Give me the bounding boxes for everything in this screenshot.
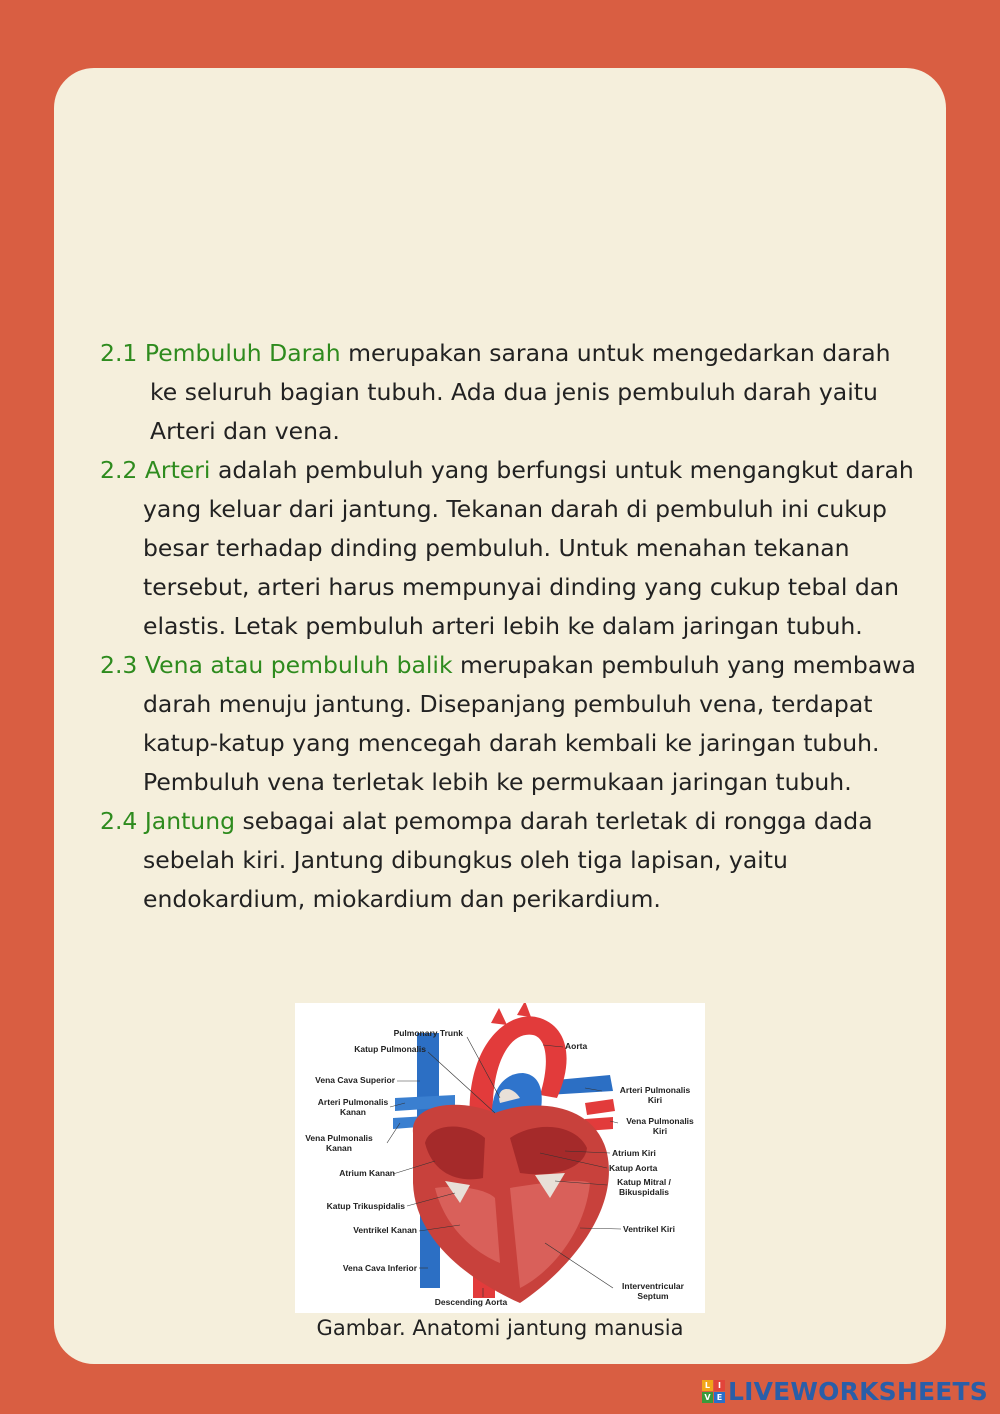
text-body: [100, 334, 920, 919]
label-vena-pulmonalis-kiri: Vena Pulmonalis: [626, 1116, 694, 1126]
label-atrium-kiri: Atrium Kiri: [612, 1148, 656, 1158]
list-item: [100, 451, 920, 646]
brand-name: LIVEWORKSHEETS: [727, 1376, 988, 1406]
label-ventrikel-kiri: Ventrikel Kiri: [623, 1224, 675, 1234]
label-vena-pulmonalis-kanan: Vena Pulmonalis: [305, 1133, 373, 1143]
label-interventricular-septum: Interventricular: [622, 1281, 684, 1291]
item-number: 2.2: [100, 456, 138, 484]
heart-diagram: [295, 1003, 705, 1313]
list-item: [100, 646, 920, 802]
list-item: [100, 802, 920, 919]
svg-text:Kiri: Kiri: [647, 1095, 663, 1105]
list-item: [100, 334, 920, 451]
label-pulmonary-trunk: Pulmonary Trunk: [393, 1028, 463, 1038]
figure-caption: Gambar. Anatomi jantung manusia: [316, 1316, 684, 1340]
item-number: 2.1: [100, 339, 138, 367]
label-ventrikel-kanan: Ventrikel Kanan: [353, 1225, 417, 1235]
item-term: Vena atau pembuluh balik: [144, 651, 453, 679]
item-number: 2.4: [100, 807, 138, 835]
heart-illustration: [295, 1003, 705, 1313]
label-katup-pulmonalis: Katup Pulmonalis: [354, 1044, 426, 1054]
item-text: adalah pembuluh yang berfungsi untuk mengangkut darah yang keluar dari jantung. Tekanan darah di pembuluh ini cukup besar terhadap dinding pembuluh. Untuk menahan tekanan tersebut, arteri harus mempunyai dinding yang cukup tebal dan elastis. Letak pembuluh arteri lebih ke dalam jaringan tubuh.: [143, 456, 914, 640]
svg-text:Septum: Septum: [637, 1291, 669, 1301]
item-text: sebagai alat pemompa darah terletak di rongga dada sebelah kiri. Jantung dibungkus oleh tiga lapisan, yaitu endokardium, miokardium dan perikardium.: [143, 807, 873, 913]
label-vena-cava-inferior: Vena Cava Inferior: [342, 1263, 417, 1273]
label-katup-trikuspidalis: Katup Trikuspidalis: [326, 1201, 405, 1211]
item-text: merupakan pembuluh yang membawa darah menuju jantung. Disepanjang pembuluh vena, terdapat katup-katup yang mencegah darah kembali ke jaringan tubuh. Pembuluh vena terletak lebih ke permukaan jaringan tubuh.: [143, 651, 916, 796]
label-arteri-pulmonalis-kiri: Arteri Pulmonalis: [619, 1085, 691, 1095]
svg-text:Kanan: Kanan: [326, 1143, 352, 1153]
label-aorta: Aorta: [565, 1041, 588, 1051]
label-atrium-kanan: Atrium Kanan: [339, 1168, 395, 1178]
label-katup-mitral: Katup Mitral /: [617, 1177, 671, 1187]
label-katup-aorta: Katup Aorta: [609, 1163, 658, 1173]
svg-text:Bikuspidalis: Bikuspidalis: [618, 1187, 670, 1197]
item-term: Arteri: [144, 456, 211, 484]
item-text: merupakan sarana untuk mengedarkan darah ke seluruh bagian tubuh. Ada dua jenis pembuluh darah yaitu Arteri dan vena.: [150, 339, 891, 445]
brand-logo: [702, 1374, 988, 1408]
item-term: Jantung: [144, 807, 236, 835]
brand-icon: L I V E: [702, 1380, 725, 1403]
label-vena-cava-superior: Vena Cava Superior: [315, 1075, 395, 1085]
label-arteri-pulmonalis-kanan: Arteri Pulmonalis: [317, 1097, 389, 1107]
item-term: Pembuluh Darah: [144, 339, 341, 367]
svg-text:Kiri: Kiri: [652, 1126, 668, 1136]
label-descending-aorta: Descending Aorta: [434, 1297, 508, 1307]
svg-text:Kanan: Kanan: [340, 1107, 366, 1117]
item-number: 2.3: [100, 651, 138, 679]
